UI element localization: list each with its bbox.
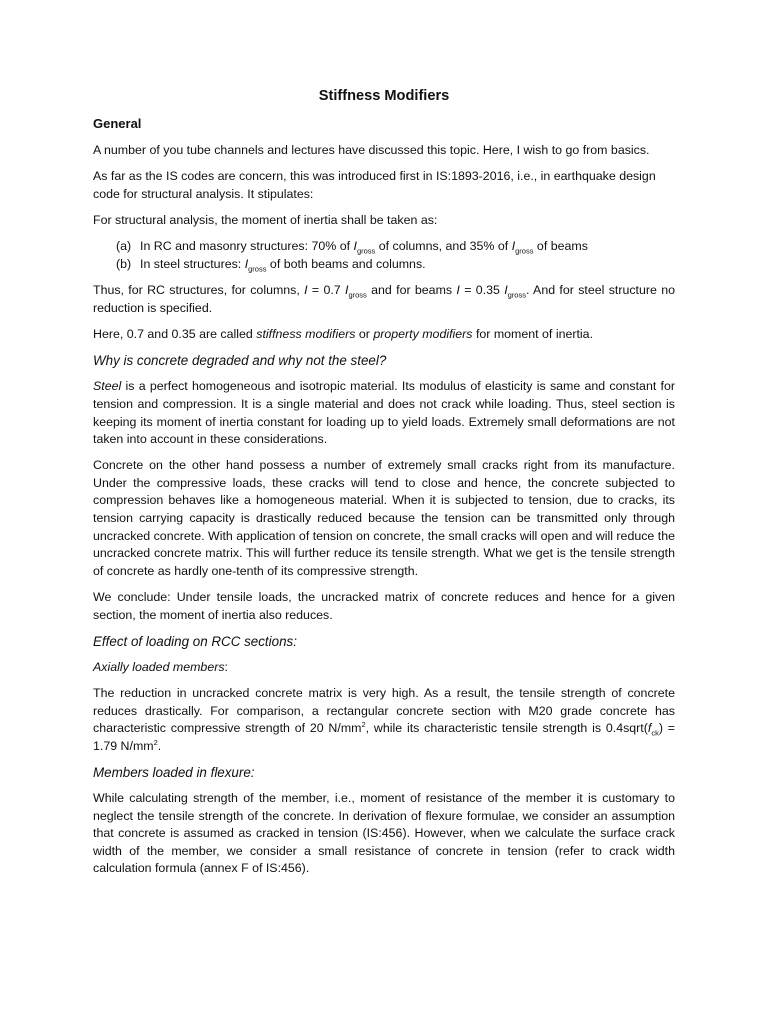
- list-marker: (a): [116, 239, 132, 254]
- list-text: of columns, and 35% of: [375, 239, 512, 254]
- text-run: = 0.7: [307, 283, 346, 298]
- list-item-rc: [116, 238, 675, 256]
- symbol-i: I: [353, 239, 357, 254]
- paragraph-flexure: While calculating strength of the member, i.e., moment of resistance of the member it is customary to neglect the tensile strength of the concrete. In derivation of flexure formulae, we consider an assumption that concrete is assumed as cracked in tension (IS:456). However, when we calculate the surface crack width of the member, we consider a small resistance of concrete in tension (refer to crack width calculation formula (annex F of IS:456).: [93, 790, 675, 876]
- text-run: Here, 0.7 and 0.35 are called: [93, 327, 257, 342]
- text-run: The reduction in uncracked concrete matrix is very high. As a result, the tensile strength of concrete reduces drastically. For comparison, a rectangular concrete section with M20 grade concrete has characteristic compressive strength of 20 N/mm: [93, 686, 675, 736]
- paragraph-conclusion: We conclude: Under tensile loads, the uncracked matrix of concrete reduces and hence for a given section, the moment of inertia also reduces.: [93, 590, 675, 622]
- document-title: Stiffness Modifiers: [318, 88, 450, 104]
- paragraph-is-codes: As far as the IS codes are concern, this was introduced first in IS:1893-2016, i.e., in earthquake design code for structural analysis. It stipulates:: [93, 169, 656, 201]
- text-run: = 0.35: [459, 283, 505, 298]
- list-item-steel: [116, 256, 675, 274]
- paragraph-reduction: [93, 685, 675, 755]
- text-run: Thus, for RC structures, for columns,: [93, 283, 305, 298]
- text-run: :: [224, 659, 228, 674]
- symbol-i: I: [304, 283, 308, 298]
- axially-loaded-label: Axially loaded members: [93, 659, 225, 674]
- symbol-i: I: [244, 256, 249, 271]
- term-property-modifiers: property modifiers: [373, 327, 473, 342]
- subscript-gross: gross: [356, 246, 376, 256]
- list-text: In steel structures:: [140, 256, 245, 271]
- section-heading-effect-of-loading: Effect of loading on RCC sections:: [93, 633, 297, 649]
- term-stiffness-modifiers: stiffness modifiers: [256, 327, 356, 342]
- subscript-gross: gross: [507, 290, 526, 300]
- subscript-gross: gross: [248, 264, 267, 274]
- paragraph-thus: [93, 282, 675, 317]
- paragraph-steel: [93, 378, 675, 448]
- list-text: of beams: [533, 239, 588, 254]
- paragraph-moment-of-inertia: For structural analysis, the moment of inertia shall be taken as:: [93, 212, 438, 227]
- section-heading-flexure: Members loaded in flexure:: [93, 764, 255, 780]
- subscript-ck: ck: [651, 728, 659, 738]
- text-run: or: [355, 327, 374, 342]
- text-run: ) = 1.79 N/mm: [93, 721, 676, 753]
- text-run: for moment of inertia.: [472, 327, 594, 342]
- subscript-gross: gross: [348, 290, 367, 300]
- subheading-axially-loaded: [93, 659, 675, 677]
- list-marker: (b): [116, 256, 132, 271]
- superscript: 2: [153, 737, 158, 747]
- list-text: of both beams and columns.: [266, 256, 426, 271]
- paragraph-modifiers: [93, 326, 675, 344]
- section-heading-general: General: [93, 116, 142, 131]
- stipulation-list: [93, 238, 675, 273]
- paragraph-concrete: Concrete on the other hand possess a number of extremely small cracks right from its manufacture. Under the compressive loads, these cracks will tend to close and hence, the concrete subjected to compression behaves like a homogeneous material. When it is subjected to tension, due to cracks, its tension carrying capacity is drastically reduced because the tension can be transmitted only through uncracked concrete. With application of tension on concrete, the small cracks will open and will reduce the uncracked concrete matrix. This will further reduce its tensile strength. What we get is the tensile strength of concrete as hardly one-tenth of its compressive strength.: [93, 458, 675, 578]
- text-run: .: [157, 738, 162, 753]
- symbol-f: f: [647, 721, 652, 736]
- document-body: [93, 86, 675, 887]
- term-steel: Steel: [93, 379, 122, 394]
- symbol-i: I: [504, 283, 508, 298]
- symbol-i: I: [345, 283, 349, 298]
- paragraph-intro: A number of you tube channels and lectures have discussed this topic. Here, I wish to go from basics.: [93, 143, 650, 157]
- text-run: , while its characteristic tensile strength is 0.4sqrt(: [365, 721, 648, 736]
- subscript-gross: gross: [515, 246, 534, 256]
- superscript: 2: [361, 720, 366, 730]
- text-run: is a perfect homogeneous and isotropic material. Its modulus of elasticity is same and constant for tension and compression. It is a single material and does not crack while loading. Thus, steel section is keeping its moment of inertia constant for loading up to yield loads. Extremely small deformations are not taken into account in these considerations.: [93, 379, 675, 447]
- text-run: and for beams: [366, 283, 457, 298]
- list-text: In RC and masonry structures: 70% of: [140, 239, 354, 254]
- symbol-i: I: [511, 239, 516, 254]
- text-run: . And for steel structure no reduction is specified.: [93, 283, 675, 315]
- section-heading-why-concrete: Why is concrete degraded and why not the steel?: [93, 353, 387, 369]
- symbol-i: I: [456, 283, 460, 298]
